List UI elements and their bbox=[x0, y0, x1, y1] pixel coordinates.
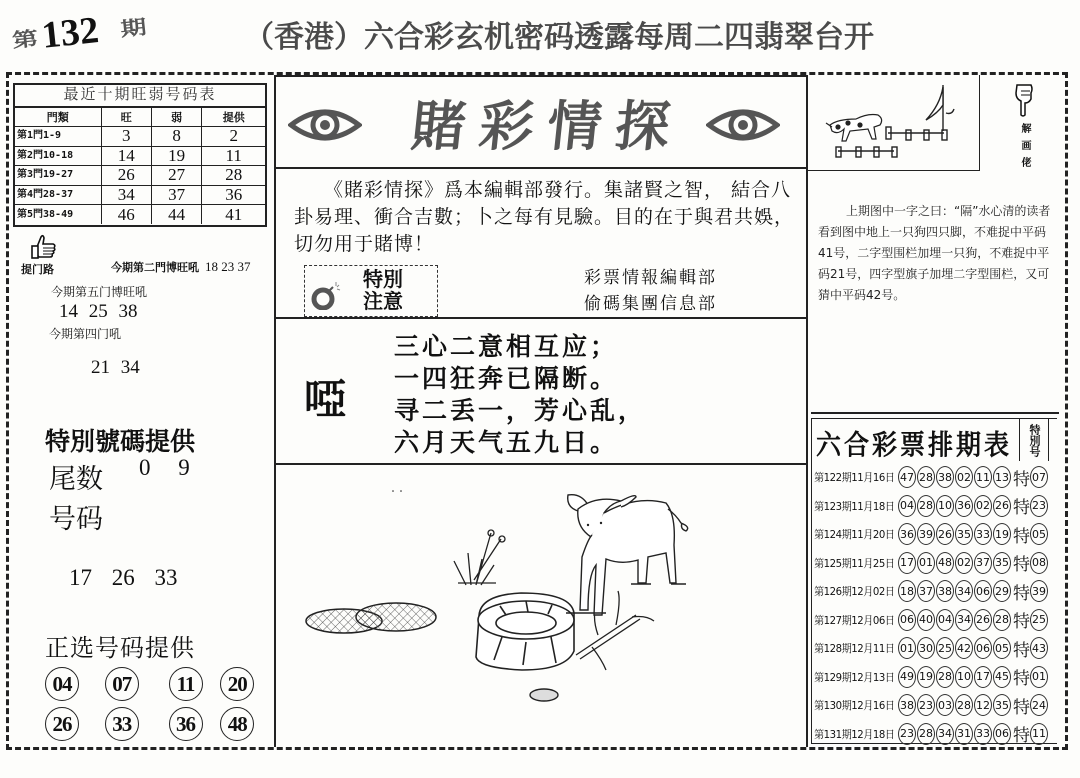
tail-numbers: 0 9 bbox=[139, 455, 190, 480]
riddle-illustration bbox=[276, 465, 808, 747]
tip-value: 41 bbox=[202, 205, 265, 225]
banner-title: 賭彩情探 bbox=[408, 93, 687, 158]
poem-line: 三心二意相互应； bbox=[394, 332, 619, 361]
number-ball: 17 bbox=[898, 552, 916, 574]
number-ball: 02 bbox=[974, 495, 992, 517]
draw-date: 第123期11月18日 bbox=[814, 499, 895, 513]
table-row bbox=[15, 205, 265, 225]
number-ball: 19 bbox=[917, 666, 935, 688]
number-ball: 38 bbox=[936, 466, 954, 488]
draw-date: 第127期12月06日 bbox=[814, 613, 895, 627]
issue-number bbox=[9, 0, 146, 58]
draw-date: 第126期12月02日 bbox=[814, 585, 895, 599]
riddle-poem bbox=[394, 331, 646, 459]
number-ball: 28 bbox=[917, 495, 935, 517]
number-ball: 02 bbox=[955, 466, 973, 488]
number-ball: 29 bbox=[993, 580, 1011, 602]
cold-value: 8 bbox=[151, 127, 201, 147]
door2-numbers: 18 23 37 bbox=[205, 259, 251, 274]
eye-icon bbox=[706, 105, 780, 145]
bomb-icon bbox=[311, 280, 341, 310]
number-ball: 35 bbox=[955, 523, 973, 545]
special-number-title: 特別號碼提供 bbox=[45, 427, 196, 456]
poem-line: 一四狂奔已隔断。 bbox=[394, 364, 619, 393]
thumbs-up-icon bbox=[29, 233, 59, 263]
door4-numbers: 21 34 bbox=[91, 357, 140, 378]
number-ball: 11 bbox=[974, 466, 992, 488]
table-row bbox=[15, 185, 265, 205]
number-ball: 03 bbox=[936, 694, 954, 716]
stats-table bbox=[15, 107, 265, 224]
special-ball: 23 bbox=[1030, 495, 1048, 517]
special-number-tag: 特別号 bbox=[1019, 419, 1049, 461]
issue-number-value: 132 bbox=[39, 9, 101, 57]
number-ball: 39 bbox=[917, 523, 935, 545]
draw-date: 第129期12月13日 bbox=[814, 670, 895, 684]
table-row bbox=[15, 127, 265, 147]
draw-date: 第131期12月18日 bbox=[814, 727, 895, 741]
number-ball: 06 bbox=[898, 609, 916, 631]
pick-ball: 04 bbox=[45, 667, 79, 701]
number-ball: 25 bbox=[936, 637, 954, 659]
number-ball: 47 bbox=[898, 466, 916, 488]
number-ball: 13 bbox=[993, 466, 1011, 488]
number-ball: 10 bbox=[955, 666, 973, 688]
number-ball: 18 bbox=[898, 580, 916, 602]
dog-fence-flag-illustration bbox=[808, 75, 978, 169]
number-ball: 49 bbox=[898, 666, 916, 688]
pointing-hand-icon bbox=[1013, 83, 1035, 117]
number-ball: 26 bbox=[974, 609, 992, 631]
special-ball: 08 bbox=[1030, 552, 1048, 574]
draw-date: 第128期12月11日 bbox=[814, 642, 895, 656]
special-ball: 11 bbox=[1030, 723, 1048, 745]
number-ball: 30 bbox=[917, 637, 935, 659]
number-ball: 04 bbox=[936, 609, 954, 631]
special-marker: 特 bbox=[1013, 726, 1030, 747]
hot-value: 3 bbox=[101, 127, 151, 147]
column-header: 弱 bbox=[151, 108, 201, 127]
schedule-row bbox=[814, 691, 1058, 720]
number-ball: 34 bbox=[955, 580, 973, 602]
publisher-1: 彩票情報編輯部 bbox=[584, 268, 717, 288]
special-ball: 05 bbox=[1030, 523, 1048, 545]
tail-label: 尾数 bbox=[49, 464, 103, 495]
draw-date: 第122期11月16日 bbox=[814, 471, 895, 485]
row-label: 第5門38-49 bbox=[15, 205, 101, 225]
schedule-row bbox=[814, 549, 1058, 578]
pick-ball: 33 bbox=[105, 707, 139, 741]
picture-explainer-label: 解画佬 bbox=[1019, 123, 1030, 174]
notice-line: 特別 bbox=[363, 267, 403, 291]
special-marker: 特 bbox=[1013, 583, 1030, 604]
number-ball: 02 bbox=[955, 552, 973, 574]
number-ball: 33 bbox=[974, 523, 992, 545]
schedule-row bbox=[814, 663, 1058, 692]
number-ball: 37 bbox=[974, 552, 992, 574]
number-ball: 40 bbox=[917, 609, 935, 631]
number-ball: 01 bbox=[898, 637, 916, 659]
right-column bbox=[808, 75, 1066, 747]
tip-value: 36 bbox=[202, 185, 265, 205]
number-ball: 10 bbox=[936, 495, 954, 517]
middle-column bbox=[276, 75, 808, 747]
schedule-row bbox=[814, 577, 1058, 606]
special-marker: 特 bbox=[1013, 697, 1030, 718]
calf-well-illustration bbox=[276, 465, 806, 747]
page-header bbox=[0, 0, 1080, 64]
riddle-section bbox=[276, 319, 808, 465]
number-ball: 31 bbox=[955, 723, 973, 745]
pick-ball: 26 bbox=[45, 707, 79, 741]
special-marker: 特 bbox=[1013, 669, 1030, 690]
pick-ball: 11 bbox=[169, 667, 203, 701]
number-ball: 45 bbox=[993, 666, 1011, 688]
schedule-rows bbox=[814, 463, 1058, 748]
special-marker: 特 bbox=[1013, 640, 1030, 661]
schedule-row bbox=[814, 492, 1058, 521]
hot-value: 46 bbox=[101, 205, 151, 225]
hot-value: 34 bbox=[101, 185, 151, 205]
hot-cold-table bbox=[13, 83, 267, 227]
schedule-title: 六合彩票排期表 bbox=[816, 428, 1013, 461]
eye-icon bbox=[288, 105, 362, 145]
door5-numbers: 14 25 38 bbox=[59, 301, 138, 322]
special-marker: 特 bbox=[1013, 612, 1030, 633]
number-ball: 38 bbox=[936, 580, 954, 602]
special-marker: 特 bbox=[1013, 498, 1030, 519]
riddle-keyword: 啞 bbox=[304, 375, 347, 424]
tip-value: 2 bbox=[202, 127, 265, 147]
pick-title: 正选号码提供 bbox=[45, 634, 195, 662]
column-header: 提供 bbox=[202, 108, 265, 127]
number-ball: 38 bbox=[898, 694, 916, 716]
intro-section bbox=[276, 169, 808, 319]
number-ball: 05 bbox=[993, 637, 1011, 659]
number-ball: 06 bbox=[974, 637, 992, 659]
draw-date: 第125期11月25日 bbox=[814, 556, 895, 570]
number-ball: 28 bbox=[917, 723, 935, 745]
number-ball: 36 bbox=[898, 523, 916, 545]
special-ball: 24 bbox=[1030, 694, 1048, 716]
number-ball: 34 bbox=[955, 609, 973, 631]
pick-ball: 36 bbox=[169, 707, 203, 741]
number-ball: 06 bbox=[993, 723, 1011, 745]
tip-value: 11 bbox=[202, 146, 265, 166]
table-row bbox=[15, 146, 265, 166]
row-label: 第2門10-18 bbox=[15, 146, 101, 166]
row-label: 第1門1-9 bbox=[15, 127, 101, 147]
number-ball: 36 bbox=[955, 495, 973, 517]
number-ball: 19 bbox=[993, 523, 1011, 545]
schedule-row bbox=[814, 720, 1058, 749]
number-ball: 26 bbox=[936, 523, 954, 545]
special-ball: 43 bbox=[1030, 637, 1048, 659]
door5-label: 今期第五门博旺吼 bbox=[51, 285, 148, 299]
page-title: （香港）六合彩玄机密码透露每周二四翡翠台开 bbox=[244, 20, 874, 55]
intro-text: 《賭彩情探》爲本編輯部發行。集諸賢之智， 結合八卦易理、衝合吉數；卜之每有見驗。目的在于與君共娛，切勿用于賭博！ bbox=[294, 179, 795, 255]
number-ball: 28 bbox=[955, 694, 973, 716]
last-issue-picture bbox=[808, 75, 980, 171]
tip-route-label: 提门路 bbox=[21, 263, 54, 276]
special-ball: 07 bbox=[1030, 466, 1048, 488]
special-marker: 特 bbox=[1013, 555, 1030, 576]
row-label: 第4門28-37 bbox=[15, 185, 101, 205]
number-ball: 34 bbox=[936, 723, 954, 745]
hot-value: 14 bbox=[101, 146, 151, 166]
hot-value: 26 bbox=[101, 166, 151, 186]
schedule-row bbox=[814, 634, 1058, 663]
number-ball: 23 bbox=[917, 694, 935, 716]
pick-ball: 07 bbox=[105, 667, 139, 701]
draw-date: 第124期11月20日 bbox=[814, 528, 895, 542]
number-ball: 26 bbox=[993, 495, 1011, 517]
number-ball: 48 bbox=[936, 552, 954, 574]
number-ball: 37 bbox=[917, 580, 935, 602]
banner bbox=[276, 75, 808, 169]
poem-line: 寻二丢一，芳心乱， bbox=[394, 396, 647, 425]
number-ball: 28 bbox=[917, 466, 935, 488]
column-header: 旺 bbox=[101, 108, 151, 127]
issue-suffix: 期 bbox=[119, 16, 146, 42]
number-ball: 12 bbox=[974, 694, 992, 716]
number-ball: 35 bbox=[993, 694, 1011, 716]
draw-schedule bbox=[811, 412, 1059, 747]
cold-value: 27 bbox=[151, 166, 201, 186]
issue-prefix: 第 bbox=[11, 27, 38, 53]
number-ball: 28 bbox=[936, 666, 954, 688]
pick-ball: 48 bbox=[220, 707, 254, 741]
number-ball: 17 bbox=[974, 666, 992, 688]
special-marker: 特 bbox=[1013, 526, 1030, 547]
clue-explanation: 上期图中一字之曰：“隔”水心清的读者看到图中地上一只狗四只脚，不难捉中平码41号，二字型围栏加埋一只狗，不难捉中平码21号，四字型旗子加埋二字型围栏，又可猜中平码42号。 bbox=[818, 204, 1051, 302]
column-header: 門類 bbox=[15, 108, 101, 127]
cold-value: 19 bbox=[151, 146, 201, 166]
schedule-row bbox=[814, 520, 1058, 549]
special-ball: 25 bbox=[1030, 609, 1048, 631]
number-ball: 28 bbox=[993, 609, 1011, 631]
poem-line: 六月天气五九日。 bbox=[394, 428, 619, 457]
draw-date: 第130期12月16日 bbox=[814, 699, 895, 713]
cold-value: 37 bbox=[151, 185, 201, 205]
row-label: 第3門19-27 bbox=[15, 166, 101, 186]
special-notice bbox=[304, 265, 438, 317]
pick-ball: 20 bbox=[220, 667, 254, 701]
table-row bbox=[15, 166, 265, 186]
cold-value: 44 bbox=[151, 205, 201, 225]
number-ball: 42 bbox=[955, 637, 973, 659]
code-numbers: 17 26 33 bbox=[69, 565, 178, 590]
door2-tip bbox=[111, 259, 251, 275]
left-column bbox=[9, 75, 276, 747]
special-ball: 39 bbox=[1030, 580, 1048, 602]
number-ball: 01 bbox=[917, 552, 935, 574]
number-ball: 04 bbox=[898, 495, 916, 517]
door4-label: 今期第四门吼 bbox=[49, 327, 122, 341]
door2-label: 今期第二門博旺吼 bbox=[111, 261, 199, 274]
table-title: 最近十期旺弱号码表 bbox=[15, 85, 265, 107]
code-label: 号码 bbox=[49, 504, 103, 535]
pick-numbers-grid bbox=[45, 667, 260, 741]
notice-text bbox=[363, 268, 403, 312]
tip-value: 28 bbox=[202, 166, 265, 186]
schedule-table bbox=[811, 418, 1057, 747]
schedule-row bbox=[814, 463, 1058, 492]
notice-line: 注意 bbox=[363, 289, 403, 313]
special-ball: 01 bbox=[1030, 666, 1048, 688]
publisher-2: 偷碼集團信息部 bbox=[584, 294, 717, 314]
schedule-row bbox=[814, 606, 1058, 635]
number-ball: 06 bbox=[974, 580, 992, 602]
special-marker: 特 bbox=[1013, 469, 1030, 490]
number-ball: 35 bbox=[993, 552, 1011, 574]
number-ball: 33 bbox=[974, 723, 992, 745]
number-ball: 23 bbox=[898, 723, 916, 745]
